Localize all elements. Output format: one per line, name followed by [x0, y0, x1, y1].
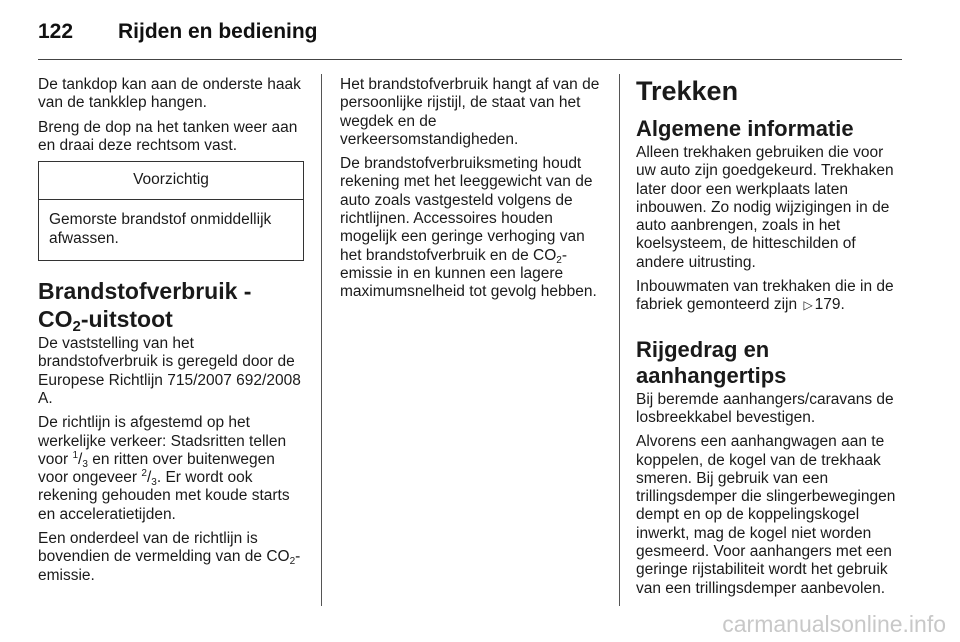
- section-heading-towing: Trekken: [636, 76, 739, 106]
- text: -emissie in en kunnen een lagere maximumsnelheid tot gevolg hebben.: [340, 246, 597, 301]
- text: Inbouwmaten van trekhaken die in de fabriek gemonteerd zijn: [636, 278, 894, 314]
- watermark: carmanualsonline.info: [722, 611, 946, 637]
- text: -emissie.: [38, 548, 301, 584]
- column-divider-2: [619, 74, 620, 606]
- heading-text: -uitstoot: [80, 306, 173, 333]
- text: De richtlijn is afgestemd op het werkelijke verkeer: Stadsritten tellen voor: [38, 414, 287, 468]
- paragraph: De richtlijn is afgestemd op het werkelijke verkeer: Stadsritten tellen voor $^1/_3$ en ritten over buitenwegen voor ongeveer $^2/_3$. Er wordt ook rekening gehouden met koude starts en acceleratietijden.: [38, 414, 290, 523]
- paragraph: Bij beremde aanhangers/caravans de losbreekkabel bevestigen.: [636, 390, 894, 426]
- chapter-title: Rijden en bediening: [118, 20, 318, 43]
- paragraph: Breng de dop na het tanken weer aan en draai deze rechtsom vast.: [38, 118, 298, 154]
- heading-text: Brandstofverbruik - CO: [38, 278, 252, 333]
- caution-text: Gemorste brandstof onmiddellijk afwassen.: [49, 211, 272, 247]
- subsection-heading-general: Algemene informatie: [636, 116, 854, 141]
- caution-title: Voorzichtig: [39, 162, 303, 200]
- fraction-denominator: 3: [82, 458, 88, 470]
- fraction-numerator: 2: [141, 468, 147, 480]
- paragraph: Alvorens een aanhangwagen aan te koppelen, de kogel van de trekhaak smeren. Bij gebruik van een trillingsdemper die slingerbewegingen dempt en op de koppelingskogel inwerkt, mag de kogel niet worden gesmeerd. Voor aanhangers met een geringe rijstabiliteit wordt het gebruik van een trillingsdemper aanbevolen.: [636, 433, 896, 597]
- paragraph: [38, 530, 304, 585]
- section-heading-fuel-consumption: [38, 277, 304, 336]
- text: De brandstofverbruiksmeting houdt rekening met het leeggewicht van de auto zoals vastgesteld volgens de richtlijnen. Accessoires houden mogelijk een geringe verhoging van het brandstofverbruik en de CO: [340, 155, 593, 264]
- paragraph: De tankdop kan aan de onderste haak van de tankklep hangen.: [38, 76, 301, 112]
- reference-arrow-icon: ▷: [803, 298, 813, 313]
- column-2: [340, 76, 606, 308]
- subscript: 2: [556, 254, 562, 266]
- column-3: [636, 76, 904, 604]
- subsection-heading-driving-tips: Rijgedrag en aanhangertips: [636, 336, 787, 388]
- page-reference-link[interactable]: 179.: [814, 296, 845, 314]
- text: . Er wordt ook rekening gehouden met koude starts en acceleratietijden.: [38, 469, 290, 523]
- fraction-denominator: 3: [151, 477, 157, 489]
- subscript: 2: [72, 318, 81, 336]
- paragraph: Alleen trekhaken gebruiken die voor uw auto zijn goedgekeurd. Trekhaken later door een werkplaats laten inbouwen. Zo nodig wijzigingen in de auto aanbrengen, zoals in het koelsysteem, de hitteschilden of andere uitrusting.: [636, 144, 894, 271]
- subscript: 2: [289, 556, 296, 568]
- text: en ritten over buitenwegen voor ongeveer: [38, 450, 275, 487]
- column-1: [38, 76, 304, 591]
- paragraph: [636, 278, 904, 315]
- page-number: 122: [38, 20, 74, 43]
- paragraph: [340, 155, 606, 301]
- caution-box: [38, 161, 304, 261]
- paragraph: De vaststelling van het brandstofverbruik is geregeld door de Europese Richtlijn 715/2007 692/2008 A.: [38, 335, 301, 407]
- header-divider: [38, 59, 902, 60]
- text: Een onderdeel van de richtlijn is bovendien de vermelding van de CO: [38, 530, 290, 566]
- paragraph: Het brandstofverbruik hangt af van de persoonlijke rijstijl, de staat van het wegdek en de verkeersomstandigheden.: [340, 76, 600, 148]
- fraction-numerator: 1: [72, 449, 79, 461]
- column-divider-1: [321, 74, 322, 606]
